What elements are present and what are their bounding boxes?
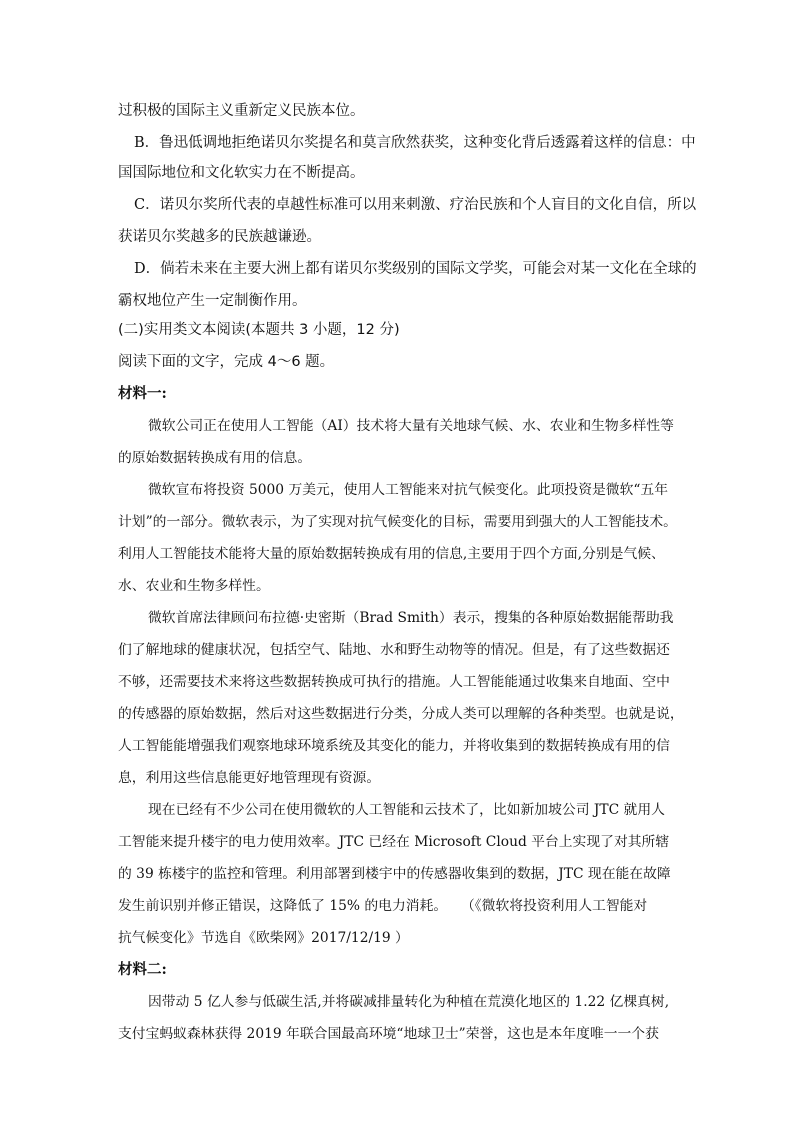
material-2-para-1-line: 支付宝蚂蚁森林获得 2019 年联合国最高环境“地球卫士”荣誉，这也是本年度唯一一个获 bbox=[118, 1026, 659, 1042]
material-1-para-4-line: 的 39 栋楼宇的监控和管理。利用部署到楼宇中的传感器收集到的数据，JTC 现在能在故障 bbox=[118, 866, 671, 882]
material-1-para-4-line: 工智能来提升楼宇的电力使用效率。JTC 已经在 Microsoft Cloud 平台上实现了对其所辖 bbox=[118, 834, 670, 850]
option-b-line-2: 国国际地位和文化软实力在不断提高。 bbox=[118, 165, 365, 181]
material-1-para-2-line: 水、农业和生物多样性。 bbox=[118, 578, 270, 594]
option-c-line-1: C．诺贝尔奖所代表的卓越性标准可以用来刺激、疗治民族和个人盲目的文化自信，所以 bbox=[134, 197, 697, 213]
material-1-para-3-line: 微软首席法律顾问布拉德·史密斯（Brad Smith）表示，搜集的各种原始数据能帮助我 bbox=[148, 610, 674, 626]
material-2-para-1-line: 因带动 5 亿人参与低碳生活,并将碳减排量转化为种植在荒漠化地区的 1.22 亿棵真树, bbox=[148, 994, 670, 1010]
material-1-para-4-line: 发生前识别并修正错误，这降低了 15% 的电力消耗。 （《微软将投资利用人工智能对 bbox=[118, 898, 648, 914]
option-d-line-1: D．倘若未来在主要大洲上都有诺贝尔奖级别的国际文学奖，可能会对某一文化在全球的 bbox=[134, 261, 697, 277]
material-1-para-3-line: 不够，还需要技术来将这些数据转换成可执行的措施。人工智能能通过收集来自地面、空中 bbox=[118, 674, 670, 690]
material-1-source: 抗气候变化》节选自《欧柴网》2017/12/19 ） bbox=[118, 930, 409, 946]
material-1-label: 材料一: bbox=[118, 385, 167, 402]
material-2-label: 材料二: bbox=[118, 961, 167, 978]
option-d-line-2: 霸权地位产生一定制衡作用。 bbox=[118, 293, 307, 309]
material-1-para-3-line: 人工智能能增强我们观察地球环境系统及其变化的能力，并将收集到的数据转换成有用的信 bbox=[118, 738, 670, 754]
material-1-para-1-line: 微软公司正在使用人工智能（AI）技术将大量有关地球气候、水、农业和生物多样性等 bbox=[148, 418, 674, 434]
material-1-para-1-line: 的原始数据转换成有用的信息。 bbox=[118, 450, 312, 466]
material-1-para-2-line: 利用人工智能技术能将大量的原始数据转换成有用的信息,主要用于四个方面,分别是气候、 bbox=[118, 546, 665, 562]
material-1-para-4-line: 现在已经有不少公司在使用微软的人工智能和云技术了，比如新加坡公司 JTC 就用人 bbox=[148, 802, 665, 818]
option-c-line-2: 获诺贝尔奖越多的民族越谦逊。 bbox=[118, 229, 321, 245]
material-1-para-3-line: 息，利用这些信息能更好地管理现有资源。 bbox=[118, 770, 381, 786]
option-b-line-1: B．鲁迅低调地拒绝诺贝尔奖提名和莫言欣然获奖，这种变化背后透露着这样的信息：中 bbox=[134, 135, 696, 151]
option-a-continuation: 过积极的国际主义重新定义民族本位。 bbox=[118, 103, 365, 119]
section-heading: (二)实用类文本阅读(本题共 3 小题，12 分) bbox=[118, 322, 400, 338]
material-1-para-3-line: 的传感器的原始数据，然后对这些数据进行分类，分成人类可以理解的各种类型。也就是说， bbox=[118, 706, 684, 722]
material-1-para-3-line: 们了解地球的健康状况，包括空气、陆地、水和野生动物等的情况。但是，有了这些数据还 bbox=[118, 642, 670, 658]
material-1-para-2-line: 微软宣布将投资 5000 万美元，使用人工智能来对抗气候变化。此项投资是微软“五年 bbox=[148, 482, 669, 498]
material-1-para-2-line: 计划”的一部分。微软表示，为了实现对抗气候变化的目标，需要用到强大的人工智能技术。 bbox=[118, 514, 677, 530]
section-instruction: 阅读下面的文字，完成 4～6 题。 bbox=[118, 354, 335, 370]
